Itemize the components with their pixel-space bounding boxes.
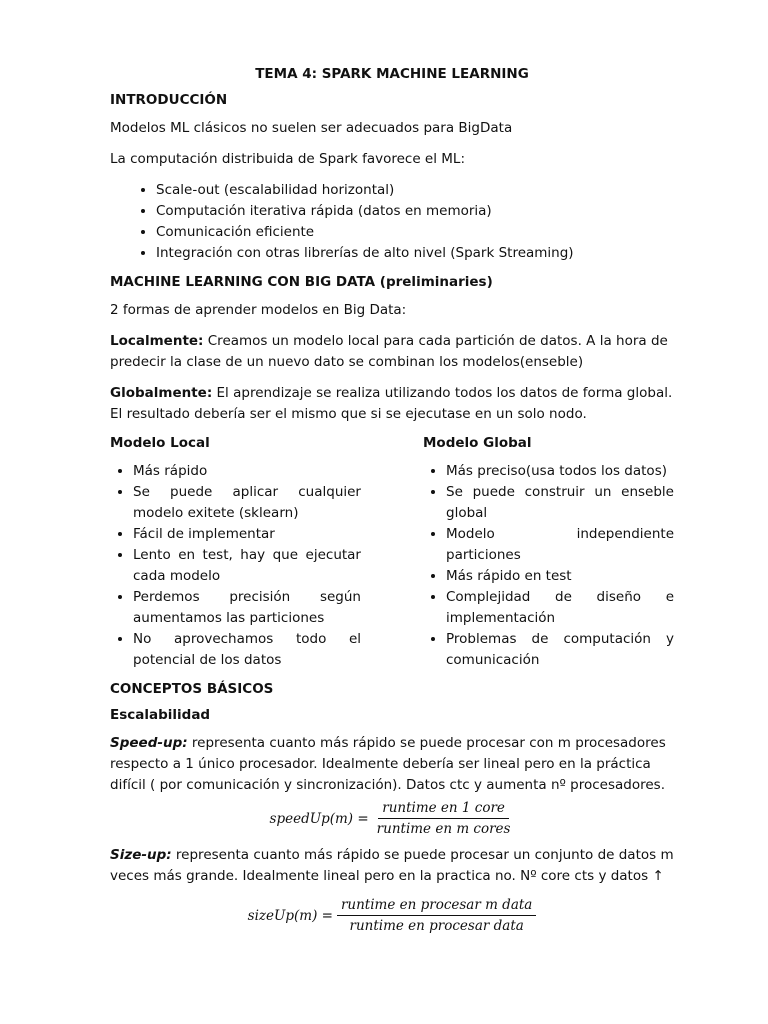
list-item: • Fácil de implementar (133, 524, 361, 545)
speedup-text: representa cuanto más rápido se puede procesar con m procesadores respecto a 1 único procesador. Idealmente debería ser lineal pero en la práctica difícil ( por comunicación y sincronización). Datos ctc y aumenta nº procesadores. (110, 735, 666, 793)
list-item: • Perdemos precisión según aumentamos las particiones (133, 587, 361, 629)
sizeup-fraction (337, 897, 536, 934)
document-page (110, 66, 674, 942)
list-item: • No aprovechamos todo el potencial de los datos (133, 629, 361, 671)
list-item: • Scale-out (escalabilidad horizontal) (156, 180, 674, 201)
speedup-formula (110, 800, 674, 837)
global-text: El aprendizaje se realiza utilizando todos los datos de forma global. El resultado debería ser el mismo que si se ejecutase en un solo nodo. (110, 385, 673, 422)
speedup-numerator: runtime en 1 core (378, 800, 509, 819)
speedup-fraction (373, 800, 515, 837)
intro-heading: INTRODUCCIÓN (110, 92, 228, 108)
intro-bullet-list (110, 180, 674, 264)
list-item: • Problemas de computación y comunicación (446, 629, 674, 671)
local-model-column (110, 435, 361, 671)
list-item: • Modelo independiente particiones (446, 524, 674, 566)
sizeup-label: Size-up: (110, 847, 172, 863)
global-model-heading: Modelo Global (423, 435, 532, 451)
ml-heading: MACHINE LEARNING CON BIG DATA (preliminaries) (110, 274, 493, 290)
list-item: • Complejidad de diseño e implementación (446, 587, 674, 629)
local-paragraph (110, 331, 674, 373)
document-title: TEMA 4: SPARK MACHINE LEARNING (255, 66, 529, 82)
speedup-formula-lhs: speedUp(m) = (269, 810, 369, 827)
global-paragraph (110, 383, 674, 425)
sizeup-text: representa cuanto más rápido se puede procesar un conjunto de datos m veces más grande. Idealmente lineal pero en la practica no. Nº core cts y datos ↑ (110, 847, 674, 884)
sizeup-denominator: runtime en procesar data (349, 918, 524, 934)
list-item: • Más preciso(usa todos los datos) (446, 461, 674, 482)
sizeup-paragraph (110, 845, 674, 887)
concepts-heading: CONCEPTOS BÁSICOS (110, 681, 274, 697)
list-item: • Integración con otras librerías de alto nivel (Spark Streaming) (156, 243, 674, 264)
local-model-heading: Modelo Local (110, 435, 210, 451)
list-item: • Más rápido (133, 461, 361, 482)
scalability-subheading: Escalabilidad (110, 707, 211, 723)
local-text: Creamos un modelo local para cada partición de datos. A la hora de predecir la clase de un nuevo dato se combinan los modelos(enseble) (110, 333, 668, 370)
intro-paragraph-2: La computación distribuida de Spark favorece el ML: (110, 151, 466, 167)
list-item: • Más rápido en test (446, 566, 674, 587)
list-item: • Lento en test, hay que ejecutar cada modelo (133, 545, 361, 587)
global-label: Globalmente: (110, 385, 213, 401)
local-label: Localmente: (110, 333, 204, 349)
model-comparison (110, 435, 674, 671)
list-item: • Se puede construir un enseble global (446, 482, 674, 524)
speedup-paragraph (110, 733, 674, 796)
sizeup-formula (110, 897, 674, 934)
list-item: • Comunicación eficiente (156, 222, 674, 243)
global-model-list (423, 461, 674, 671)
list-item: • Computación iterativa rápida (datos en memoria) (156, 201, 674, 222)
global-model-column (423, 435, 674, 671)
sizeup-numerator: runtime en procesar m data (337, 897, 536, 916)
sizeup-formula-lhs: sizeUp(m) = (247, 907, 333, 924)
speedup-denominator: runtime en m cores (376, 821, 511, 837)
intro-paragraph-1: Modelos ML clásicos no suelen ser adecuados para BigData (110, 120, 513, 136)
list-item: • Se puede aplicar cualquier modelo exitete (sklearn) (133, 482, 361, 524)
local-model-list (110, 461, 361, 671)
speedup-label: Speed-up: (110, 735, 188, 751)
ml-paragraph: 2 formas de aprender modelos en Big Data: (110, 302, 407, 318)
